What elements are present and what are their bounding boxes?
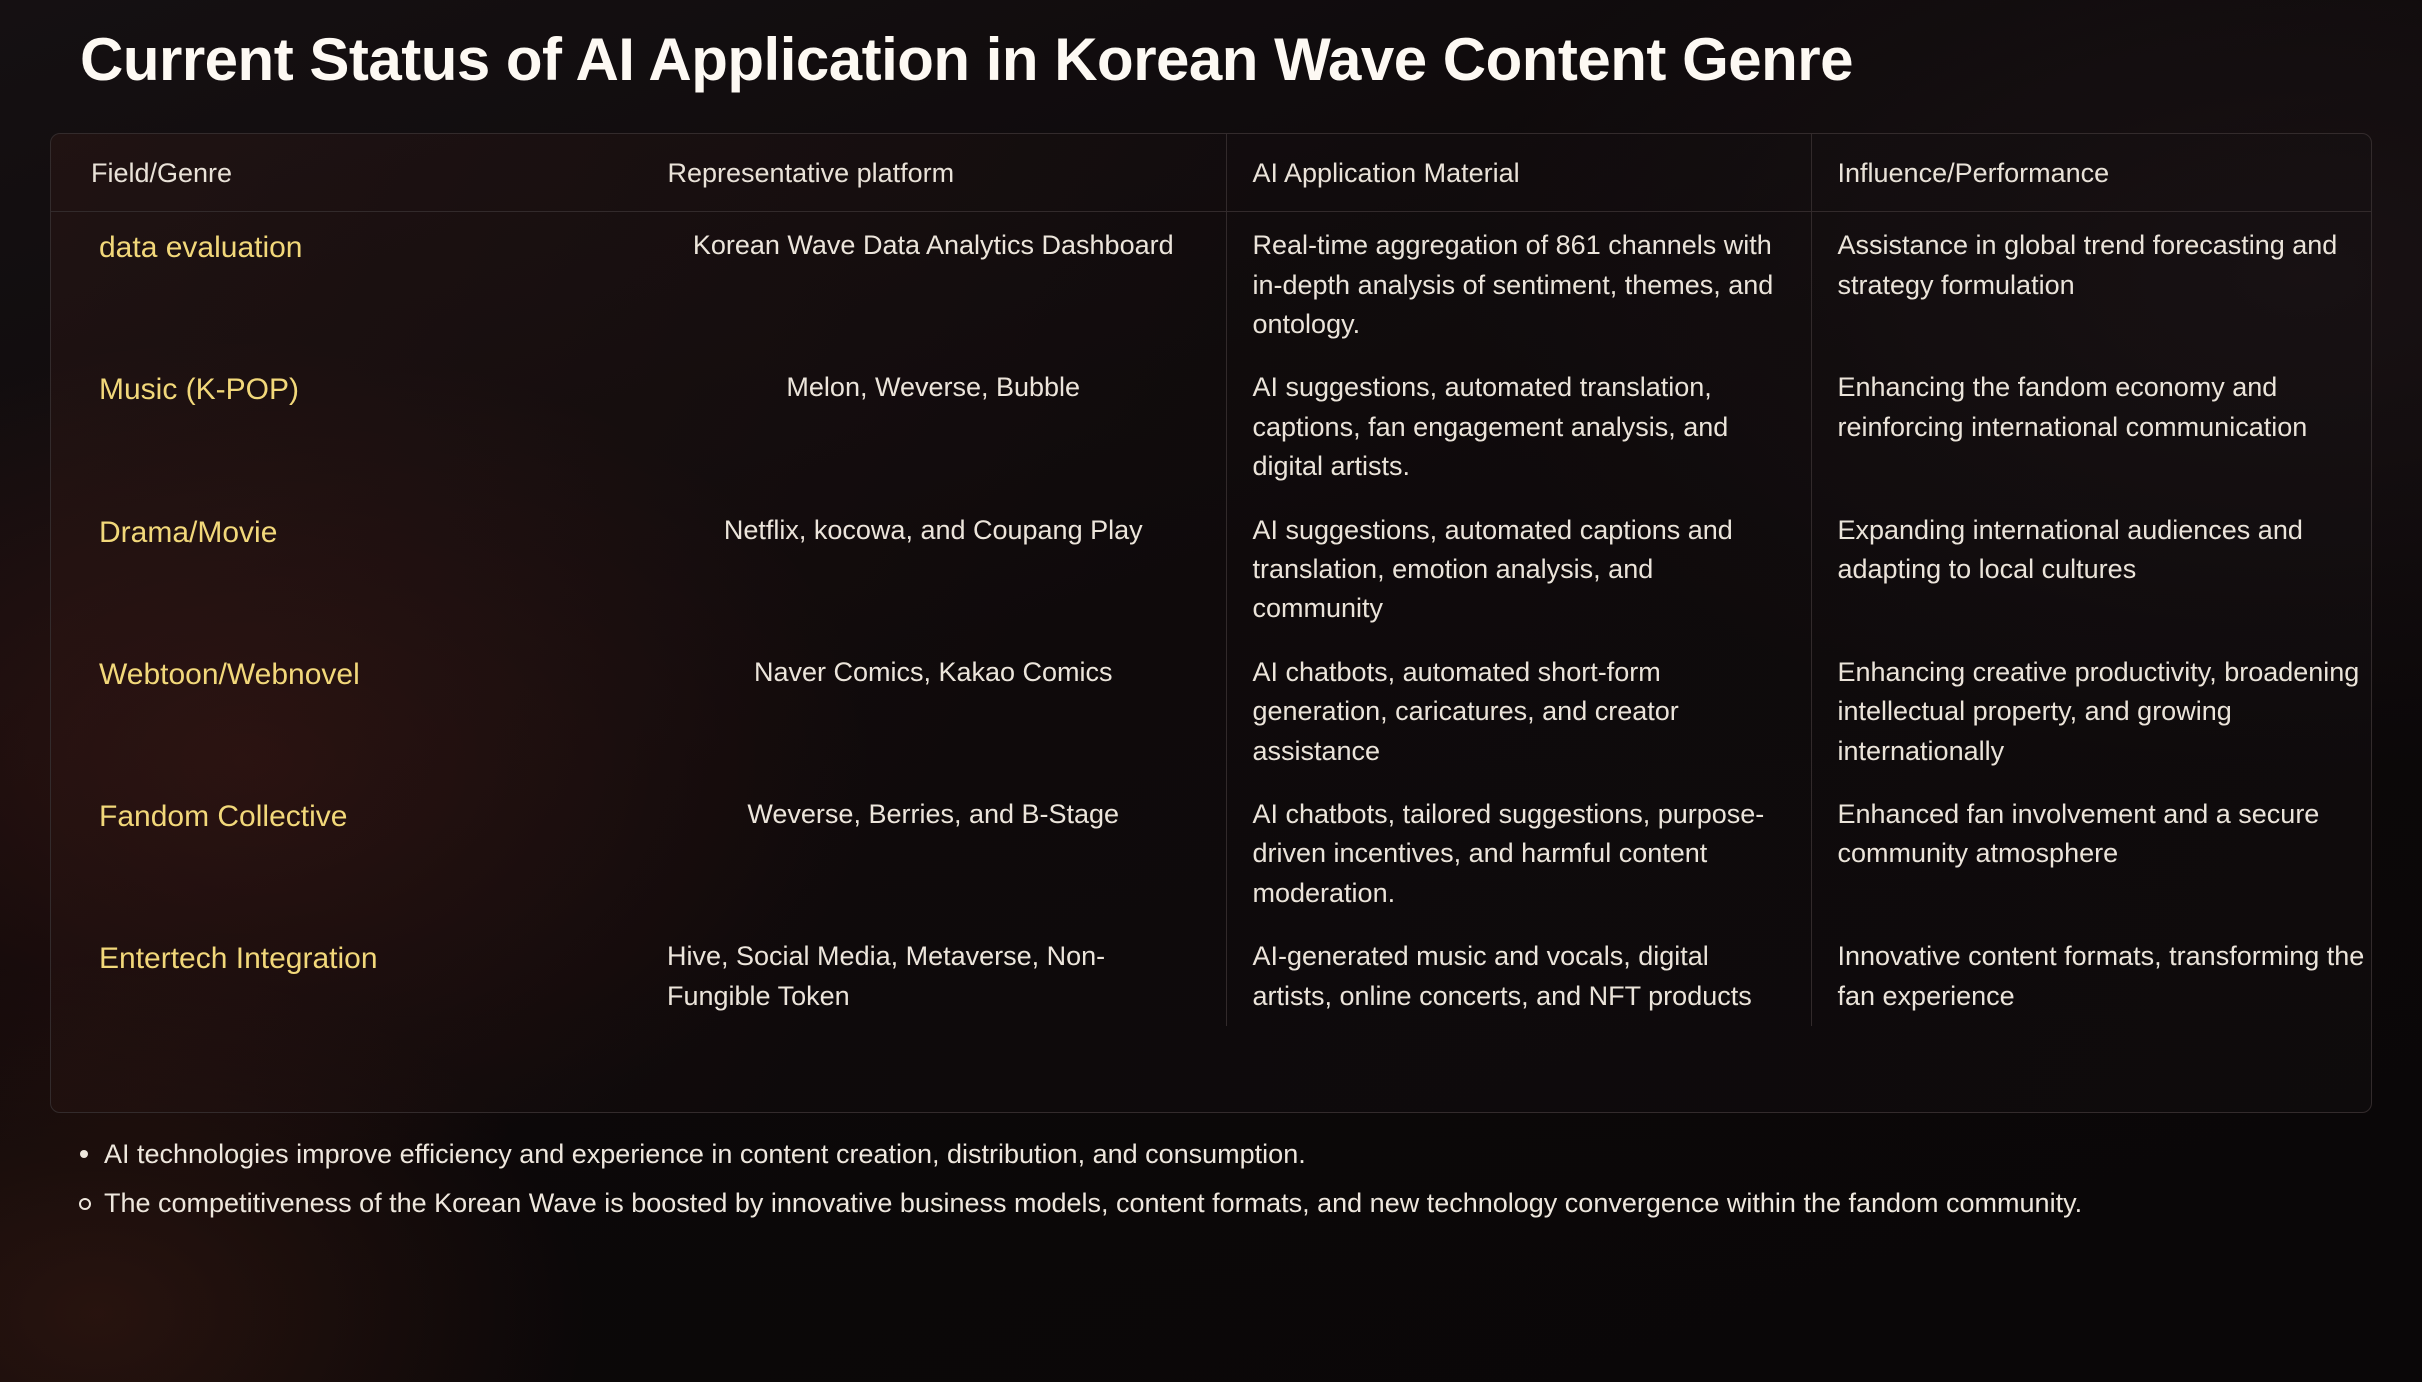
cell-platform: Melon, Weverse, Bubble <box>786 372 1081 403</box>
table-row <box>51 923 2372 1026</box>
cell-influence: Enhancing creative productivity, broadening intellectual property, and growing internationally <box>1811 639 2372 781</box>
cell-genre: Music (K-POP) <box>99 373 300 407</box>
table-row <box>51 639 2372 781</box>
cell-influence: Enhanced fan involvement and a secure community atmosphere <box>1811 781 2372 923</box>
cell-platform: Korean Wave Data Analytics Dashboard <box>692 230 1174 261</box>
note-item: The competitiveness of the Korean Wave is boosted by innovative business models, content formats, and new technology convergence within the fandom community. <box>70 1184 2352 1222</box>
table-row <box>51 212 2372 355</box>
cell-platform: Naver Comics, Kakao Comics <box>753 656 1113 687</box>
cell-material: AI chatbots, automated short-form generation, caricatures, and creator assistance <box>1226 639 1811 781</box>
cell-platform: Netflix, kocowa, and Coupang Play <box>723 514 1143 545</box>
cell-genre: Fandom Collective <box>99 800 348 834</box>
column-header-material: AI Application Material <box>1226 134 1811 212</box>
cell-platform: Hive, Social Media, Metaverse, Non-Fungible Token <box>667 941 1106 1011</box>
cell-influence: Innovative content formats, transforming the fan experience <box>1811 923 2372 1026</box>
cell-genre: Entertech Integration <box>99 942 378 976</box>
cell-genre: data evaluation <box>99 231 303 265</box>
cell-material: Real-time aggregation of 861 channels with in-depth analysis of sentiment, themes, and ontology. <box>1226 212 1811 355</box>
cell-material: AI suggestions, automated captions and translation, emotion analysis, and community <box>1226 497 1811 639</box>
content-table-container <box>50 133 2372 1113</box>
ai-application-table <box>51 134 2372 1026</box>
table-row <box>51 354 2372 496</box>
note-item: AI technologies improve efficiency and experience in content creation, distribution, and consumption. <box>70 1135 2352 1173</box>
page-title: Current Status of AI Application in Korean Wave Content Genre <box>80 26 1853 93</box>
table-body <box>51 212 2372 1026</box>
cell-platform: Weverse, Berries, and B-Stage <box>747 799 1120 830</box>
cell-material: AI-generated music and vocals, digital artists, online concerts, and NFT products <box>1226 923 1811 1026</box>
table-header-row <box>51 134 2372 212</box>
notes-list <box>70 1135 2352 1222</box>
table-header <box>51 134 2372 212</box>
table-row <box>51 497 2372 639</box>
cell-material: AI chatbots, tailored suggestions, purpose-driven incentives, and harmful content moderation. <box>1226 781 1811 923</box>
table-row <box>51 781 2372 923</box>
cell-genre: Webtoon/Webnovel <box>99 657 360 691</box>
cell-material: AI suggestions, automated translation, captions, fan engagement analysis, and digital artists. <box>1226 354 1811 496</box>
column-header-field: Field/Genre <box>51 134 641 212</box>
cell-influence: Enhancing the fandom economy and reinforcing international communication <box>1811 354 2372 496</box>
cell-genre: Drama/Movie <box>99 515 278 549</box>
cell-influence: Assistance in global trend forecasting and strategy formulation <box>1811 212 2372 355</box>
column-header-platform: Representative platform <box>641 134 1226 212</box>
cell-influence: Expanding international audiences and adapting to local cultures <box>1811 497 2372 639</box>
column-header-influence: Influence/Performance <box>1811 134 2372 212</box>
